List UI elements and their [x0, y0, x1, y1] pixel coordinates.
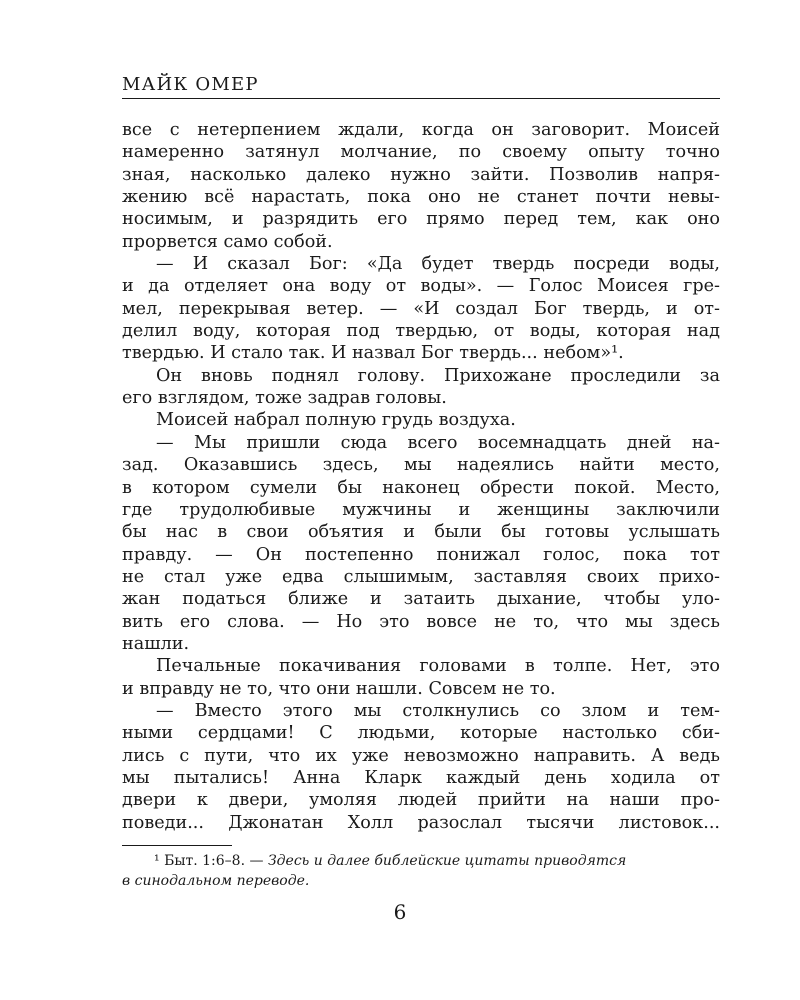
text-line: твердью. И стало так. И назвал Бог твердь... небом»¹.: [122, 343, 624, 364]
text-line: и вправду не то, что они нашли. Совсем не то.: [122, 678, 556, 699]
text-line: поведи... Джонатан Холл разослал тысячи листовок...: [122, 812, 720, 833]
text-line: в котором сумели бы наконец обрести покой. Место,: [122, 477, 720, 498]
text-line: жению всё нарастать, пока оно не станет почти невы-: [122, 187, 720, 208]
footnote-line: [122, 851, 720, 871]
text-line: Печальные покачивания головами в толпе. Нет, это: [156, 656, 720, 677]
main-text: [122, 119, 720, 834]
text-line: не стал уже едва слышимым, заставляя своих прихо-: [122, 566, 720, 587]
text-line: вить его слова. — Но это вовсе не то, что мы здесь: [122, 611, 720, 632]
text-line: где трудолюбивые мужчины и женщины заключили: [122, 499, 720, 520]
footnote-note: Здесь и далее библейские цитаты приводятся: [267, 853, 627, 869]
text-line: — И сказал Бог: «Да будет твердь посреди воды,: [156, 254, 720, 275]
footnote-reference: ¹ Быт. 1:6–8. —: [154, 853, 264, 869]
text-line: бы нас в свои объятия и были бы готовы услышать: [122, 522, 720, 543]
text-line: нашли.: [122, 633, 190, 654]
text-line: мел, перекрывая ветер. — «И создал Бог твердь, и от-: [122, 298, 720, 319]
text-line: зад. Оказавшись здесь, мы надеялись найти место,: [122, 455, 720, 476]
text-line: все с нетерпением ждали, когда он заговорит. Моисей: [122, 120, 720, 140]
text-line: лись с пути, что их уже невозможно направить. А ведь: [122, 745, 720, 766]
text-line: прорвется само собой.: [122, 231, 333, 252]
text-line: мы пытались! Анна Кларк каждый день ходила от: [122, 767, 720, 788]
text-line: — Мы пришли сюда всего восемнадцать дней на-: [156, 432, 720, 453]
text-line: правду. — Он постепенно понижал голос, пока тот: [122, 544, 720, 565]
text-line: зная, насколько далеко нужно зайти. Позволив напря-: [122, 164, 720, 185]
text-line: ными сердцами! С людьми, которые настолько сби-: [122, 723, 720, 744]
footnote-divider: [122, 845, 232, 846]
text-line: и да отделяет она воду от воды». — Голос Моисея гре-: [122, 276, 720, 297]
footnote: [122, 851, 720, 891]
footnote-line: [122, 871, 720, 891]
footnote-note: в синодальном переводе.: [122, 873, 310, 889]
text-line: Он вновь поднял голову. Прихожане проследили за: [156, 365, 720, 386]
text-line: носимым, и разрядить его прямо перед тем, как оно: [122, 209, 720, 230]
text-line: жан податься ближе и затаить дыхание, чтобы уло-: [122, 589, 720, 610]
text-line: Моисей набрал полную грудь воздуха.: [156, 410, 516, 431]
text-line: намеренно затянул молчание, по своему опыту точно: [122, 142, 720, 163]
page-number: 6: [393, 900, 407, 924]
text-line: его взглядом, тоже задрав головы.: [122, 388, 447, 409]
text-line: — Вместо этого мы столкнулись со злом и тем-: [156, 700, 720, 721]
text-line: делил воду, которая под твердью, от воды, которая над: [122, 321, 720, 342]
text-line: двери к двери, умоляя людей прийти на наши про-: [122, 790, 720, 811]
running-head-author: МАЙК ОМЕР: [122, 74, 259, 95]
running-header: [122, 72, 720, 99]
